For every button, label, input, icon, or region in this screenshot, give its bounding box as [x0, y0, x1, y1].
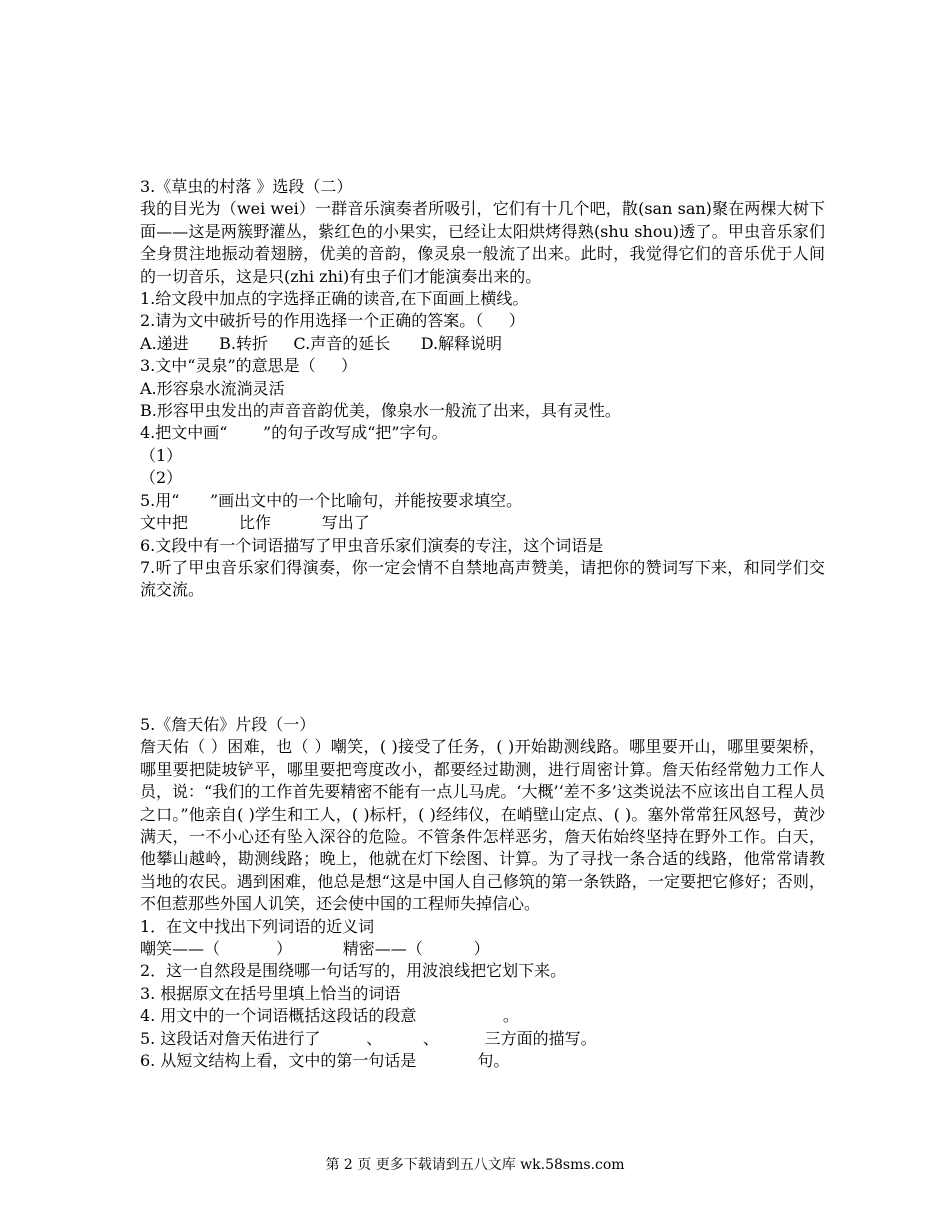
- question-line: 2.请为文中破折号的作用选择一个正确的答案。（ ）: [140, 311, 525, 331]
- passage-text: 詹天佑（ ）困难，也（ ）嘲笑，( )接受了任务，( )开始勘测线路。哪里要开山，哪里要架桥，哪里要把陡坡铲平，哪里要把弯度改小，都要经过勘测，进行周密计算。詹天佑经常勉力工作人员，说：“我们的工作首先要精密不能有一点儿马虎。‘大概’‘差不多’这类说法不应该出自工程人员之口。”他亲自( )学生和工人，( )标杆，( )经纬仪，在峭壁山定点、( )。塞外常常狂风怒号，黄沙满天，一不小心还有坠入深谷的危险。不管条件怎样恶劣，詹天佑始终坚持在野外工作。白天，他攀山越岭，勘测线路；晚上，他就在灯下绘图、计算。为了寻找一条合适的线路，他常常请教当地的农民。遇到困难，他总是想“这是中国人自己修筑的第一条铁路，一定要把它修好；否则，不但惹那些外国人讥笑，还会使中国的工程师失掉信心。: [140, 737, 825, 914]
- fill-line: 文中把 比作 写出了: [140, 513, 370, 533]
- question-line: 5.用“ ”画出文中的一个比喻句，并能按要求填空。: [140, 490, 523, 510]
- question-line: 1．在文中找出下列词语的近义词: [140, 916, 375, 936]
- option-line: A.形容泉水流淌灵活: [140, 378, 285, 398]
- option-line: A.递进 B.转折 C.声音的延长 D.解释说明: [140, 333, 503, 353]
- section-caochong: [140, 176, 825, 602]
- question-line: 4. 用文中的一个词语概括这段话的段意 。: [140, 1006, 519, 1026]
- question-line: 5. 这段话对詹天佑进行了 、 、 三方面的描写。: [140, 1028, 597, 1048]
- section-title: 5.《詹天佑》片段（一）: [140, 715, 316, 734]
- question-line: 3. 根据原文在括号里填上恰当的词语: [140, 983, 401, 1003]
- question-line: 3.文中“灵泉”的意思是（ ）: [140, 356, 358, 376]
- fill-line: 嘲笑——（ ） 精密——（ ）: [140, 939, 490, 959]
- question-line: 7.听了甲虫音乐家们得演奏，你一定会情不自禁地高声赞美，请把你的赞词写下来，和同学们交流交流。: [140, 557, 825, 600]
- answer-line: （1）: [140, 445, 183, 465]
- answer-line: （2）: [140, 468, 183, 488]
- section-title: 3.《草虫的村落 》选段（二）: [140, 177, 353, 196]
- question-line: 6.文段中有一个词语描写了甲虫音乐家们演奏的专注，这个词语是: [140, 535, 604, 555]
- option-line: B.形容甲虫发出的声音音韵优美，像泉水一般流了出来，具有灵性。: [140, 401, 621, 421]
- section-zhantianyou: [140, 714, 825, 1073]
- question-line: 1.给文段中加点的字选择正确的读音,在下面画上横线。: [140, 289, 529, 309]
- page-footer: 第 2 页 更多下载请到五八文库 wk.58sms.com: [325, 1157, 625, 1173]
- question-line: 6. 从短文结构上看，文中的第一句话是 句。: [140, 1051, 510, 1071]
- question-line: 4.把文中画“ ”的句子改写成“把”字句。: [140, 423, 448, 443]
- question-line: 2．这一自然段是围绕哪一句话写的，用波浪线把它划下来。: [140, 961, 567, 981]
- passage-text: 我的目光为（wei wei）一群音乐演奏者所吸引，它们有十几个吧，散(san san)聚在两棵大树下面——这是两簇野灌丛，紫红色的小果实，已经让太阳烘烤得熟(shu shou)透了。甲虫音乐家们全身贯注地振动着翅膀，优美的音韵，像灵泉一般流了出来。此时，我觉得它们的音乐优于人间的一切音乐，这是只(zhi zhi)有虫子们才能演奏出来的。: [140, 199, 825, 286]
